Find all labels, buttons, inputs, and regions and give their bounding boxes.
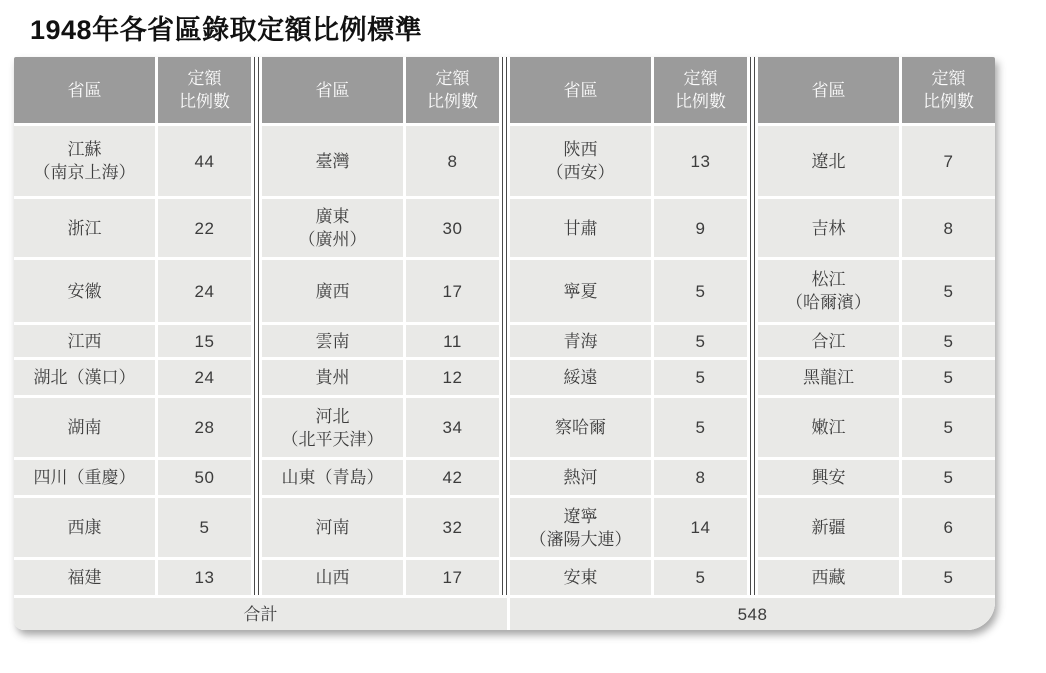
province-cell — [14, 560, 155, 595]
province-name-line: 寧夏 — [563, 281, 598, 301]
quota-cell: 50 — [158, 460, 251, 495]
quota-cell: 28 — [158, 398, 251, 457]
province-cell — [758, 126, 899, 196]
column-header-province-label: 省區 — [811, 80, 846, 100]
quota-cell: 44 — [158, 126, 251, 196]
province-cell — [758, 360, 899, 395]
quota-cell: 22 — [158, 199, 251, 257]
province-name-line: 松江 — [811, 270, 846, 289]
province-cell — [14, 398, 155, 457]
province-cell — [758, 398, 899, 457]
group-divider — [502, 57, 507, 595]
province-name-line: （西安） — [546, 163, 615, 182]
quota-cell: 12 — [406, 360, 499, 395]
quota-cell: 14 — [654, 498, 747, 557]
quota-cell: 17 — [406, 260, 499, 322]
quota-cell: 5 — [902, 460, 995, 495]
quota-cell: 24 — [158, 260, 251, 322]
province-cell — [510, 126, 651, 196]
province-name-line: 新疆 — [811, 518, 846, 537]
column-header-province — [262, 57, 403, 123]
province-name-line: 嫩江 — [811, 418, 846, 437]
quota-cell: 5 — [902, 360, 995, 395]
province-name-line: 綏遠 — [563, 368, 598, 387]
province-cell — [14, 498, 155, 557]
province-name-line: （北平天津） — [281, 429, 384, 449]
column-header-province — [14, 57, 155, 123]
province-cell — [14, 260, 155, 322]
quota-cell: 42 — [406, 460, 499, 495]
province-cell — [758, 325, 899, 357]
column-header-quota-line: 比例數 — [923, 92, 974, 111]
province-cell — [262, 126, 403, 196]
province-name-line: 臺灣 — [315, 151, 350, 171]
column-header-quota — [158, 57, 251, 123]
province-name-line: 江蘇 — [67, 140, 102, 159]
province-name-line: 遼寧 — [563, 506, 598, 526]
province-name-line: 安徽 — [67, 281, 102, 301]
province-name-line: 福建 — [67, 568, 102, 587]
group-divider — [254, 57, 259, 595]
quota-cell: 11 — [406, 325, 499, 357]
province-name-line: 察哈爾 — [555, 418, 606, 437]
province-name-line: 安東 — [563, 568, 598, 587]
province-name-line: 湖北（漢口） — [33, 368, 136, 387]
province-cell — [758, 199, 899, 257]
province-name-line: 合江 — [811, 331, 846, 351]
province-name-line: （南京上海） — [33, 163, 136, 182]
quota-cell: 7 — [902, 126, 995, 196]
province-cell — [510, 325, 651, 357]
quota-cell: 5 — [902, 560, 995, 595]
quota-cell: 30 — [406, 199, 499, 257]
province-cell — [262, 260, 403, 322]
quota-cell: 5 — [654, 260, 747, 322]
province-cell — [510, 260, 651, 322]
province-cell — [758, 460, 899, 495]
quota-cell: 8 — [654, 460, 747, 495]
province-name-line: （哈爾濱） — [786, 293, 871, 312]
province-cell — [262, 398, 403, 457]
column-header-quota-line: 定額 — [931, 69, 966, 88]
quota-cell: 34 — [406, 398, 499, 457]
quota-cell: 5 — [654, 360, 747, 395]
province-name-line: 遼北 — [811, 151, 846, 171]
quota-cell: 5 — [902, 398, 995, 457]
quota-cell: 32 — [406, 498, 499, 557]
quota-cell: 24 — [158, 360, 251, 395]
quota-cell: 5 — [902, 260, 995, 322]
province-cell — [510, 360, 651, 395]
quota-cell: 15 — [158, 325, 251, 357]
column-header-province — [758, 57, 899, 123]
quota-cell: 8 — [406, 126, 499, 196]
province-name-line: 貴州 — [315, 368, 350, 387]
province-name-line: 山西 — [315, 568, 350, 587]
province-name-line: 雲南 — [315, 331, 350, 351]
province-cell — [14, 460, 155, 495]
column-header-province-label: 省區 — [67, 80, 102, 100]
column-header-quota — [902, 57, 995, 123]
province-name-line: （廣州） — [298, 230, 367, 249]
quota-cell: 5 — [654, 325, 747, 357]
province-name-line: 河北 — [315, 406, 350, 426]
quota-cell: 5 — [654, 560, 747, 595]
province-cell — [758, 260, 899, 322]
column-header-quota — [406, 57, 499, 123]
province-name-line: 山東（青島） — [281, 468, 384, 487]
province-cell — [262, 498, 403, 557]
page-title: 1948年各省區錄取定額比例標準 — [30, 15, 423, 45]
province-cell — [510, 560, 651, 595]
province-name-line: 吉林 — [811, 218, 846, 238]
column-header-quota-line: 比例數 — [427, 92, 478, 111]
province-cell — [510, 199, 651, 257]
province-name-line: 江西 — [67, 331, 102, 351]
province-name-line: 黑龍江 — [803, 368, 854, 387]
province-cell — [14, 199, 155, 257]
province-cell — [510, 398, 651, 457]
province-name-line: 青海 — [563, 331, 598, 351]
column-header-quota-line: 比例數 — [675, 92, 726, 111]
province-name-line: （瀋陽大連） — [529, 529, 632, 549]
column-header-province-label: 省區 — [315, 80, 350, 100]
province-cell — [14, 325, 155, 357]
total-label-cell: 合計 — [14, 598, 507, 630]
quota-table — [14, 57, 995, 630]
province-cell — [262, 460, 403, 495]
province-cell — [14, 360, 155, 395]
quota-cell: 13 — [158, 560, 251, 595]
province-cell — [262, 560, 403, 595]
group-divider — [750, 57, 755, 595]
column-header-quota-line: 比例數 — [179, 92, 230, 111]
province-cell — [758, 560, 899, 595]
quota-cell: 5 — [158, 498, 251, 557]
quota-cell: 6 — [902, 498, 995, 557]
province-cell — [14, 126, 155, 196]
province-name-line: 浙江 — [67, 218, 102, 238]
province-cell — [758, 498, 899, 557]
column-header-quota-line: 定額 — [187, 69, 222, 88]
province-cell — [510, 498, 651, 557]
province-name-line: 湖南 — [67, 418, 102, 437]
province-cell — [262, 325, 403, 357]
province-name-line: 西藏 — [811, 568, 846, 587]
province-name-line: 熱河 — [563, 468, 598, 487]
column-header-province-label: 省區 — [563, 80, 598, 100]
quota-cell: 5 — [902, 325, 995, 357]
column-header-province — [510, 57, 651, 123]
quota-cell: 8 — [902, 199, 995, 257]
province-name-line: 廣西 — [315, 281, 350, 301]
province-cell — [510, 460, 651, 495]
province-name-line: 甘肅 — [563, 218, 598, 238]
quota-cell: 9 — [654, 199, 747, 257]
province-name-line: 河南 — [315, 518, 350, 537]
province-name-line: 四川（重慶） — [33, 468, 136, 487]
province-name-line: 陝西 — [563, 140, 598, 159]
province-name-line: 廣東 — [315, 207, 350, 226]
province-cell — [262, 199, 403, 257]
column-header-quota-line: 定額 — [683, 69, 718, 88]
column-header-quota — [654, 57, 747, 123]
total-value-cell: 548 — [510, 598, 995, 630]
quota-cell: 5 — [654, 398, 747, 457]
column-header-quota-line: 定額 — [435, 69, 470, 88]
province-cell — [262, 360, 403, 395]
province-name-line: 西康 — [67, 518, 102, 537]
quota-table-grid — [14, 57, 995, 630]
province-name-line: 興安 — [811, 468, 846, 487]
quota-cell: 17 — [406, 560, 499, 595]
quota-cell: 13 — [654, 126, 747, 196]
